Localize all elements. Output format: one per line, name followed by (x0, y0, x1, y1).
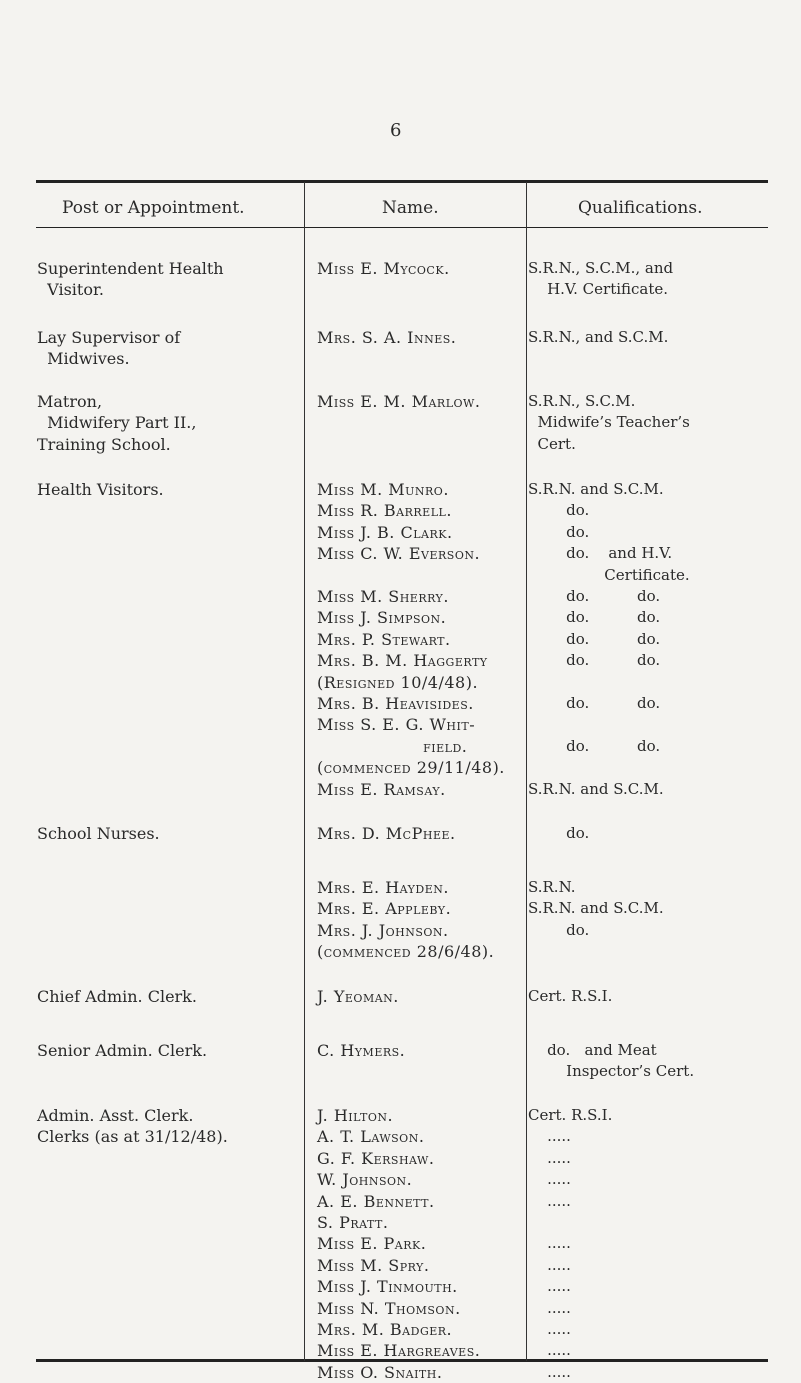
qualification-cell: H.V. Certificate. (528, 280, 669, 299)
column-divider-1 (304, 182, 305, 1361)
qualification-cell: do. do. (528, 736, 661, 755)
qualification-cell: ..... (528, 1191, 571, 1210)
name-cell: (commenced 28/6/48). (317, 942, 495, 962)
name-cell: Mrs. D. McPhee. (317, 824, 456, 843)
name-cell: Miss M. Munro. (317, 480, 449, 499)
qualification-cell: ..... (528, 1341, 571, 1360)
name-cell: J. Yeoman. (317, 987, 399, 1006)
name-cell: W. Johnson. (317, 1170, 413, 1190)
name-cell: C. Hymers. (317, 1041, 406, 1060)
name-cell: Mrs. S. A. Innes. (317, 328, 457, 347)
qualification-cell: ..... (528, 1320, 571, 1338)
name-cell: (Resigned 10/4/48). (317, 672, 479, 692)
qualification-cell: ..... (528, 1277, 571, 1296)
post-cell: Lay Supervisor of (37, 328, 181, 347)
header-post: Post or Appointment. (62, 198, 245, 218)
name-cell: Mrs. P. Stewart. (317, 629, 451, 649)
qualification-cell: Cert. R.S.I. (528, 1106, 613, 1124)
name-cell: Miss J. B. Clark. (317, 522, 453, 542)
qualification-cell: do. do. (528, 587, 661, 605)
qualification-cell: ..... (528, 1255, 571, 1274)
name-cell: Miss C. W. Everson. (317, 544, 481, 564)
qualification-cell: do. (528, 920, 590, 939)
name-cell: Miss J. Simpson. (317, 608, 447, 628)
post-cell: Training School. (37, 434, 171, 454)
qualification-cell: do. and H.V. (528, 544, 673, 563)
post-cell: Superintendent Health (37, 259, 224, 278)
qualification-cell: do. and Meat (528, 1041, 657, 1059)
name-cell: Miss S. E. G. Whit- (317, 715, 476, 735)
name-cell: Mrs. M. Badger. (317, 1320, 453, 1339)
qualification-cell: ..... (528, 1298, 571, 1317)
qualification-cell: S.R.N., and S.C.M. (528, 328, 669, 346)
name-cell: field. (317, 736, 468, 756)
column-divider-2 (526, 182, 527, 1361)
qualification-cell: ..... (528, 1148, 571, 1167)
header-name: Name. (382, 198, 439, 218)
qualification-cell: do. (528, 522, 590, 541)
qualification-cell: ..... (528, 1127, 571, 1146)
name-cell: A. E. Bennett. (317, 1191, 435, 1211)
header-qualifications: Qualifications. (578, 198, 703, 218)
name-cell: Miss E. Ramsay. (317, 779, 446, 799)
name-cell: Mrs. B. M. Haggerty (317, 651, 488, 671)
qualification-cell: S.R.N., S.C.M., and (528, 259, 674, 277)
name-cell: Miss E. Mycock. (317, 259, 450, 278)
name-cell: Miss E. Hargreaves. (317, 1341, 481, 1361)
name-cell: G. F. Kershaw. (317, 1148, 435, 1168)
name-cell: Miss E. Park. (317, 1234, 427, 1254)
qualification-cell: do. do. (528, 694, 661, 712)
top-rule (36, 180, 768, 183)
qualification-cell: Midwife’s Teacher’s (528, 413, 690, 432)
name-cell: Miss O. Snaith. (317, 1362, 443, 1382)
qualification-cell: do. (528, 824, 590, 842)
name-cell: Miss M. Sherry. (317, 587, 449, 606)
post-cell: Admin. Asst. Clerk. (37, 1106, 194, 1125)
name-cell: Miss R. Barrell. (317, 501, 452, 521)
qualification-cell: Cert. R.S.I. (528, 987, 613, 1005)
name-cell: Miss M. Spry. (317, 1255, 430, 1275)
post-cell: Visitor. (37, 280, 104, 300)
name-cell: Mrs. B. Heavisides. (317, 694, 474, 713)
name-cell: Mrs. E. Appleby. (317, 899, 452, 919)
name-cell: (commenced 29/11/48). (317, 758, 505, 778)
qualification-cell: do. do. (528, 629, 661, 648)
name-cell: S. Pratt. (317, 1213, 389, 1232)
post-cell: School Nurses. (37, 824, 160, 843)
name-cell: Mrs. J. Johnson. (317, 920, 449, 940)
page-number: 6 (390, 120, 402, 141)
qualification-cell: Inspector’s Cert. (528, 1062, 695, 1081)
name-cell: A. T. Lawson. (317, 1127, 425, 1147)
post-cell: Matron, (37, 392, 103, 411)
qualification-cell: do. do. (528, 651, 661, 670)
qualification-cell: ..... (528, 1362, 571, 1381)
name-cell: Miss N. Thomson. (317, 1298, 461, 1318)
name-cell: Mrs. E. Hayden. (317, 878, 449, 897)
qualification-cell: do. (528, 501, 590, 520)
header-rule (36, 227, 768, 228)
post-cell: Clerks (as at 31/12/48). (37, 1127, 228, 1147)
qualification-cell: Cert. (528, 434, 576, 453)
qualification-cell: S.R.N. and S.C.M. (528, 480, 664, 498)
qualification-cell: S.R.N., S.C.M. (528, 392, 636, 410)
name-cell: Miss J. Tinmouth. (317, 1277, 458, 1297)
qualification-cell: S.R.N. (528, 878, 576, 896)
qualification-cell: ..... (528, 1170, 571, 1189)
post-cell: Midwives. (37, 349, 130, 369)
post-cell: Senior Admin. Clerk. (37, 1041, 208, 1060)
post-cell: Chief Admin. Clerk. (37, 987, 197, 1006)
qualification-cell: ..... (528, 1234, 571, 1253)
qualification-cell: Certificate. (528, 565, 690, 584)
post-cell: Midwifery Part II., (37, 413, 197, 433)
qualification-cell: S.R.N. and S.C.M. (528, 779, 664, 798)
name-cell: J. Hilton. (317, 1106, 394, 1125)
qualification-cell: S.R.N. and S.C.M. (528, 899, 664, 918)
qualification-cell: do. do. (528, 608, 661, 627)
name-cell: Miss E. M. Marlow. (317, 392, 481, 411)
post-cell: Health Visitors. (37, 480, 164, 499)
